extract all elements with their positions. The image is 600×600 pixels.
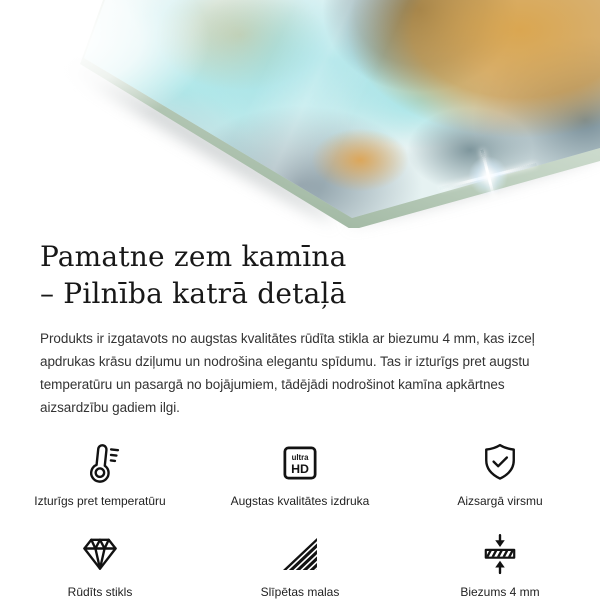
shield-check-icon: [478, 441, 522, 485]
feature-label: Aizsargā virsmu: [457, 494, 543, 508]
diamond-icon: [78, 532, 122, 576]
feature-beveled-edges: [200, 532, 400, 599]
thickness-press-icon: [478, 532, 522, 576]
features-grid: [0, 441, 600, 599]
thermometer-icon: [78, 441, 122, 485]
feature-label: Rūdīts stikls: [67, 585, 133, 599]
feature-thickness: [400, 532, 600, 599]
beveled-edges-icon: [278, 532, 322, 576]
ultra-hd-icon: [278, 441, 322, 485]
product-description: Produkts ir izgatavots no augstas kvalitātes rūdīta stikla ar biezumu 4 mm, kas izceļ apdrukas krāsu dziļumu un nodrošina elegantu spīdumu. Tas ir izturīgs pret augstu temperatūru un pasargā no bojājumiem, tādējādi nodrošinot kamīna apkārtnes aizsardzību gadiem ilgi.: [40, 331, 535, 415]
feature-print-quality: [200, 441, 400, 508]
feature-label: Slīpētas malas: [260, 585, 340, 599]
feature-label: Augstas kvalitātes izdruka: [230, 494, 370, 508]
feature-tempered-glass: [0, 532, 200, 599]
ultra-hd-text-bottom: HD: [291, 462, 309, 477]
feature-label: Biezums 4 mm: [460, 585, 540, 599]
page-title: [40, 238, 560, 312]
page-title-line2: – Pilnība katrā detaļā: [40, 277, 347, 310]
feature-surface-protection: [400, 441, 600, 508]
product-info-section: [0, 228, 600, 419]
sparkle-glow: [468, 156, 508, 196]
feature-label: Izturīgs pret temperatūru: [34, 494, 166, 508]
feature-temperature-resistant: [0, 441, 200, 508]
page-title-line1: Pamatne zem kamīna: [40, 240, 347, 273]
product-hero-image: [0, 0, 600, 228]
ultra-hd-text-top: ultra: [291, 452, 309, 462]
